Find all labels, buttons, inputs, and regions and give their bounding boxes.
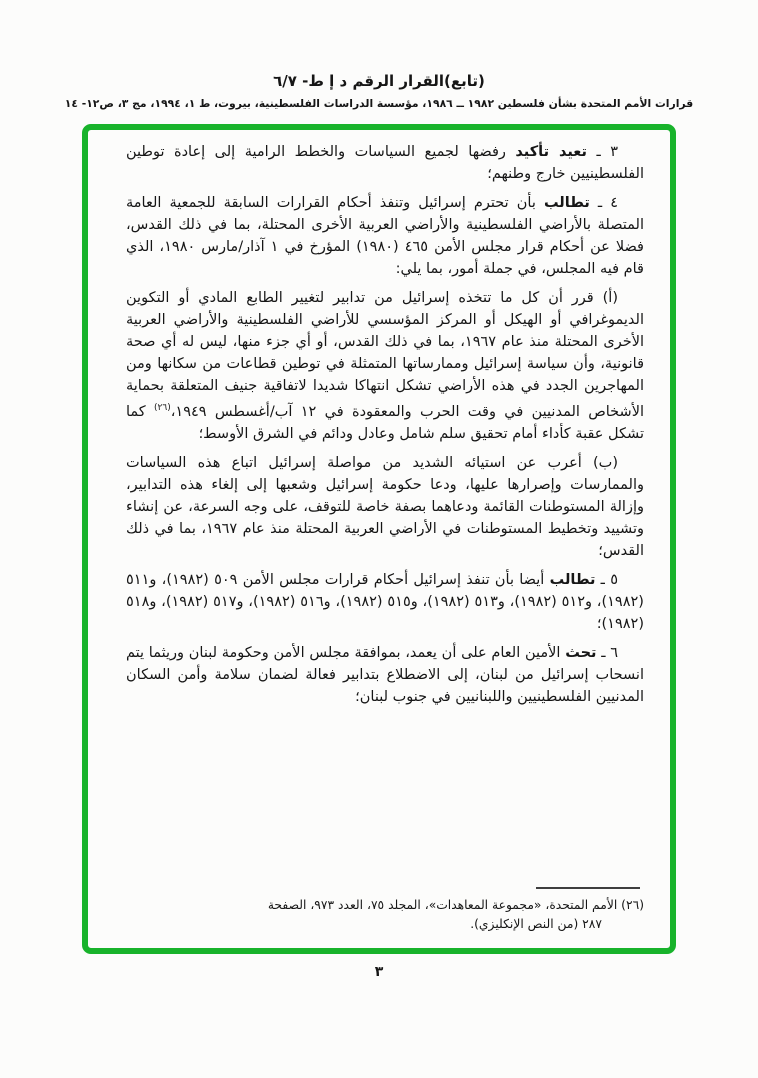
page-number: ٣: [374, 964, 384, 980]
resolution-text-box: [82, 124, 676, 954]
paragraph-b: [126, 452, 644, 562]
paragraph-3-number: ٣ ـ: [586, 144, 619, 160]
paragraph-a-text-continued: كما تشكل عقبة كأداء أمام تحقيق سلم شامل وعادل ودائم في الشرق الأوسط؛: [126, 404, 644, 442]
paragraph-6-text: الأمين العام على أن يعمد، بموافقة مجلس الأمن وحكومة لبنان وريثما يتم انسحاب إسرائيل من لبنان، إلى الاضطلاع بتدابير فعالة لضمان سلامة وأمن السكان المدنيين الفلسطينيين واللبنانيين في جنوب لبنان؛: [126, 645, 644, 705]
paragraph-3-lead: تعيد تأكيد: [515, 144, 587, 160]
footnote-line-2: ٢٨٧ (من النص الإنكليزي).: [470, 917, 602, 931]
footnote-separator-rule: [536, 887, 640, 889]
paragraph-3: [126, 141, 644, 185]
paragraph-6-number: ٦ ـ: [596, 645, 619, 661]
source-citation: قرارات الأمم المتحدة بشأن فلسطين ١٩٨٢ ــ ١٩٨٦، مؤسسة الدراسات الفلسطينية، بيروت، ط ١، ١٩٩٤، مج ٣، ص١٢- ١٤: [64, 97, 694, 110]
paragraph-a-text: (أ) قرر أن كل ما تتخذه إسرائيل من تدابير لتغيير الطابع المادي أو التكوين الديموغرافي أو الهيكل أو المركز المؤسسي للأراضي الفلسطينية والأراضي العربية الأخرى المحتلة منذ عام ١٩٦٧، بما في ذلك القدس، أو أي جزء منها، ليس له أي صحة قانونية، وأن سياسة إسرائيل وممارساتها المتمثلة في توطين قطاعات من سكانها ومن المهاجرين الجدد في هذه الأراضي تشكل انتهاكا شديدا لاتفاقية جنيف المتعلقة بحماية الأشخاص المدنيين في وقت الحرب والمعقودة في ١٢ آب/أغسطس ١٩٤٩،: [126, 290, 644, 420]
page-header: [0, 0, 758, 110]
footnote-line-1: (٢٦) الأمم المتحدة، «مجموعة المعاهدات»، المجلد ٧٥، العدد ٩٧٣، الصفحة: [267, 898, 644, 912]
paragraph-4: [126, 192, 644, 280]
paragraph-3-text: رفضها لجميع السياسات والخطط الرامية إلى إعادة توطين الفلسطينيين خارج وطنهم؛: [126, 144, 644, 182]
footnote-reference-26: (٢٦): [154, 403, 171, 413]
paragraph-a: [126, 287, 644, 445]
resolution-title: (تابع)القرار الرقم د إ ط- ٦/٧: [273, 72, 485, 90]
paragraph-5-text: أيضا بأن تنفذ إسرائيل أحكام قرارات مجلس الأمن ٥٠٩ (١٩٨٢)، و٥١١ (١٩٨٢)، و٥١٢ (١٩٨٢)، و٥١٣ (١٩٨٢)، و٥١٥ (١٩٨٢)، و٥١٦ (١٩٨٢)، و٥١٧ (١٩٨٢)، و٥١٨ (١٩٨٢)؛: [126, 572, 644, 632]
footnote-block: [126, 879, 644, 934]
paragraph-5-lead: تطالب: [549, 572, 596, 588]
paragraph-b-text: (ب) أعرب عن استيائه الشديد من مواصلة إسرائيل اتباع هذه السياسات والممارسات وإصرارها عليها، ودعا حكومة إسرائيل وشعبها إلى إلغاء هذه التدابير، وإزالة المستوطنات القائمة ودعاهما بصفة خاصة للتوقف، على وجه السرعة، عن إنشاء وتشييد وتخطيط المستوطنات في الأراضي العربية المحتلة منذ عام ١٩٦٧، بما في ذلك القدس؛: [126, 455, 644, 559]
paragraph-5: [126, 569, 644, 635]
paragraph-5-number: ٥ ـ: [595, 572, 618, 588]
paragraph-6: [126, 642, 644, 708]
paragraph-4-lead: تطالب: [543, 195, 590, 211]
paragraph-6-lead: تحث: [565, 645, 597, 661]
paragraph-4-text: بأن تحترم إسرائيل وتنفذ أحكام القرارات السابقة للجمعية العامة المتصلة بالأراضي الفلسطينية والأراضي العربية الأخرى المحتلة، بما في ذلك القدس، فضلا عن أحكام قرار مجلس الأمن ٤٦٥ (١٩٨٠) المؤرخ في ١ آذار/مارس ١٩٨٠، الذي قام فيه المجلس، في جملة أمور، بما يلي:: [126, 195, 644, 277]
paragraph-4-number: ٤ ـ: [589, 195, 618, 211]
